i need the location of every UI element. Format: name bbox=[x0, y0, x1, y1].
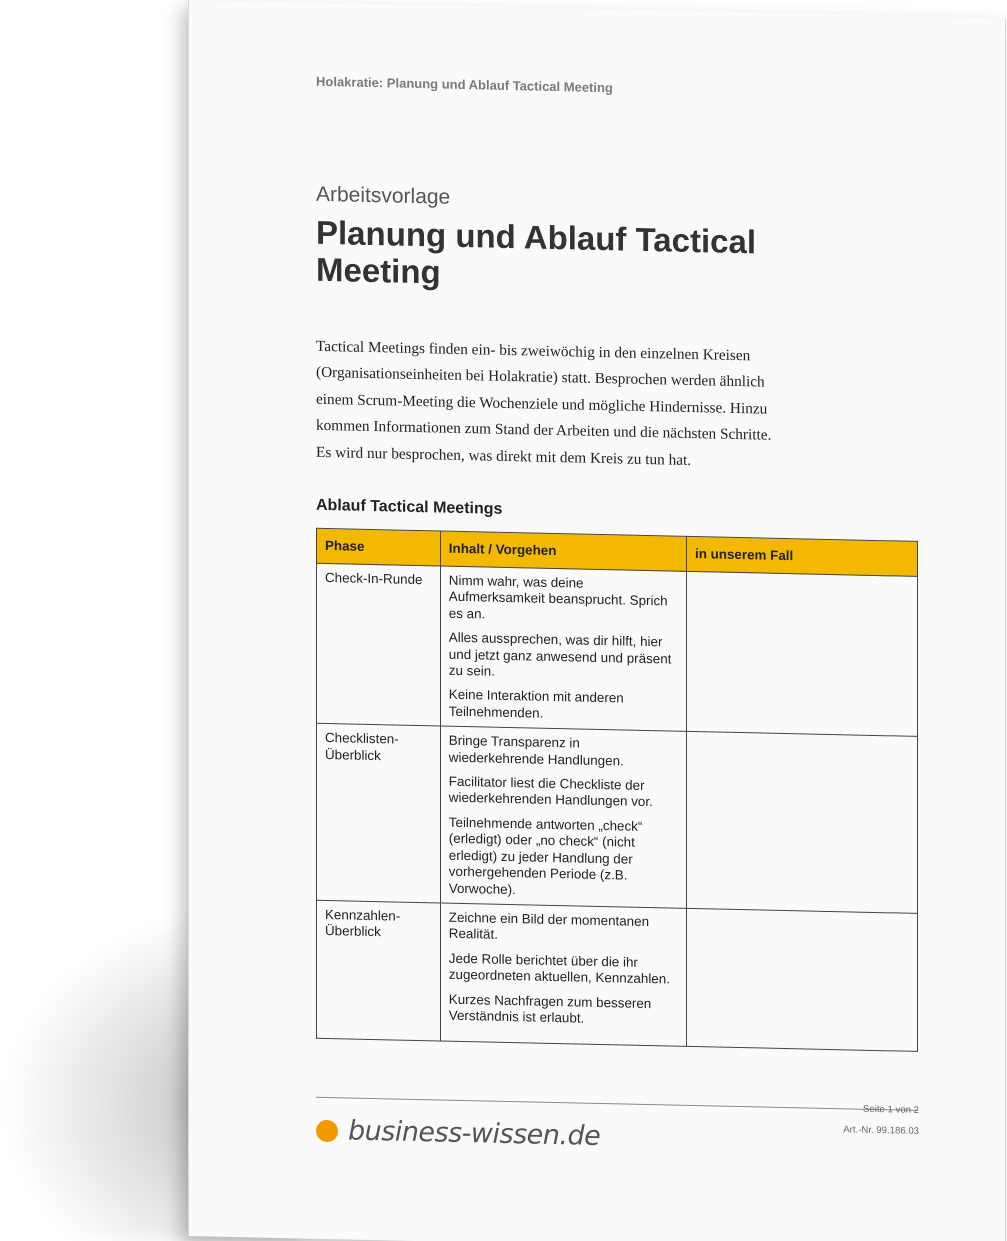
phase-cell: Kennzahlen-Überblick bbox=[317, 900, 441, 1041]
column-header-content: Inhalt / Vorgehen bbox=[440, 531, 686, 571]
section-heading: Ablauf Tactical Meetings bbox=[316, 496, 503, 518]
intro-paragraph: Tactical Meetings finden ein- bis zweiwöchig in den einzelnen Kreisen (Organisationseinheiten bei Holakratie) statt. Besprochen werden ähnlich einem Scrum-Meeting die Wochenziele und mögliche Hindernisse. Hinzu kommen Informationen zum Stand der Arbeiten und die nächsten Schritte. Es wird nur besprochen, was direkt mit dem Kreis zu tun hat. bbox=[316, 337, 772, 469]
table-row bbox=[317, 900, 918, 1051]
logo-dot-icon bbox=[316, 1119, 338, 1141]
document-page bbox=[188, 0, 1006, 1241]
table-row bbox=[317, 563, 918, 736]
table-row bbox=[317, 724, 918, 914]
page-content bbox=[316, 3, 919, 1152]
footer-divider bbox=[316, 1097, 918, 1111]
content-paragraph: Nimm wahr, was deine Aufmerksamkeit beansprucht. Sprich es an. bbox=[448, 572, 668, 622]
document-kicker: Arbeitsvorlage bbox=[316, 182, 451, 209]
phase-cell: Check-In-Runde bbox=[317, 563, 441, 726]
brand-logo[interactable] bbox=[316, 1115, 600, 1152]
meeting-phases-table bbox=[316, 528, 918, 1052]
content-cell bbox=[440, 903, 686, 1046]
content-paragraph: Bringe Transparenz in wiederkehrende Handlungen. bbox=[448, 732, 624, 769]
footer-meta bbox=[843, 1098, 919, 1142]
logo-text: business-wissen.de bbox=[348, 1115, 601, 1152]
content-paragraph: Teilnehmende antworten „check“ (erledigt) oder „no check“ (nicht erledigt) zu jeder Handlung der vorhergehenden Periode (z.B. Vorwoche). bbox=[448, 814, 643, 897]
content-paragraph: Facilitator liest die Checkliste der wiederkehrenden Handlungen vor. bbox=[448, 773, 653, 810]
phase-cell: Checklisten-Überblick bbox=[317, 724, 441, 903]
our-case-cell[interactable] bbox=[686, 571, 917, 736]
content-paragraph: Keine Interaktion mit anderen Teilnehmenden. bbox=[448, 687, 624, 721]
running-header: Holakratie: Planung und Ablauf Tactical Meeting bbox=[316, 73, 613, 96]
document-title: Planung und Ablauf Tactical Meeting bbox=[316, 213, 757, 291]
content-paragraph: Zeichne ein Bild der momentanen Realität. bbox=[448, 909, 650, 943]
content-cell bbox=[440, 726, 686, 908]
column-header-our-case: in unserem Fall bbox=[686, 536, 917, 576]
column-header-phase: Phase bbox=[317, 528, 441, 566]
content-paragraph: Jede Rolle berichtet über die ihr zugeordneten aktuellen, Kennzahlen. bbox=[448, 950, 670, 987]
content-paragraph: Kurzes Nachfragen zum besseren Verständnis ist erlaubt. bbox=[448, 991, 652, 1026]
article-number: Art.-Nr. 99.186.03 bbox=[843, 1124, 919, 1137]
content-cell bbox=[440, 566, 686, 732]
our-case-cell[interactable] bbox=[686, 908, 917, 1051]
our-case-cell[interactable] bbox=[686, 732, 917, 914]
content-paragraph: Alles aussprechen, was dir hilft, hier und jetzt ganz anwesend und präsent zu sein. bbox=[448, 629, 672, 679]
page-number: Seite 1 von 2 bbox=[862, 1103, 919, 1116]
